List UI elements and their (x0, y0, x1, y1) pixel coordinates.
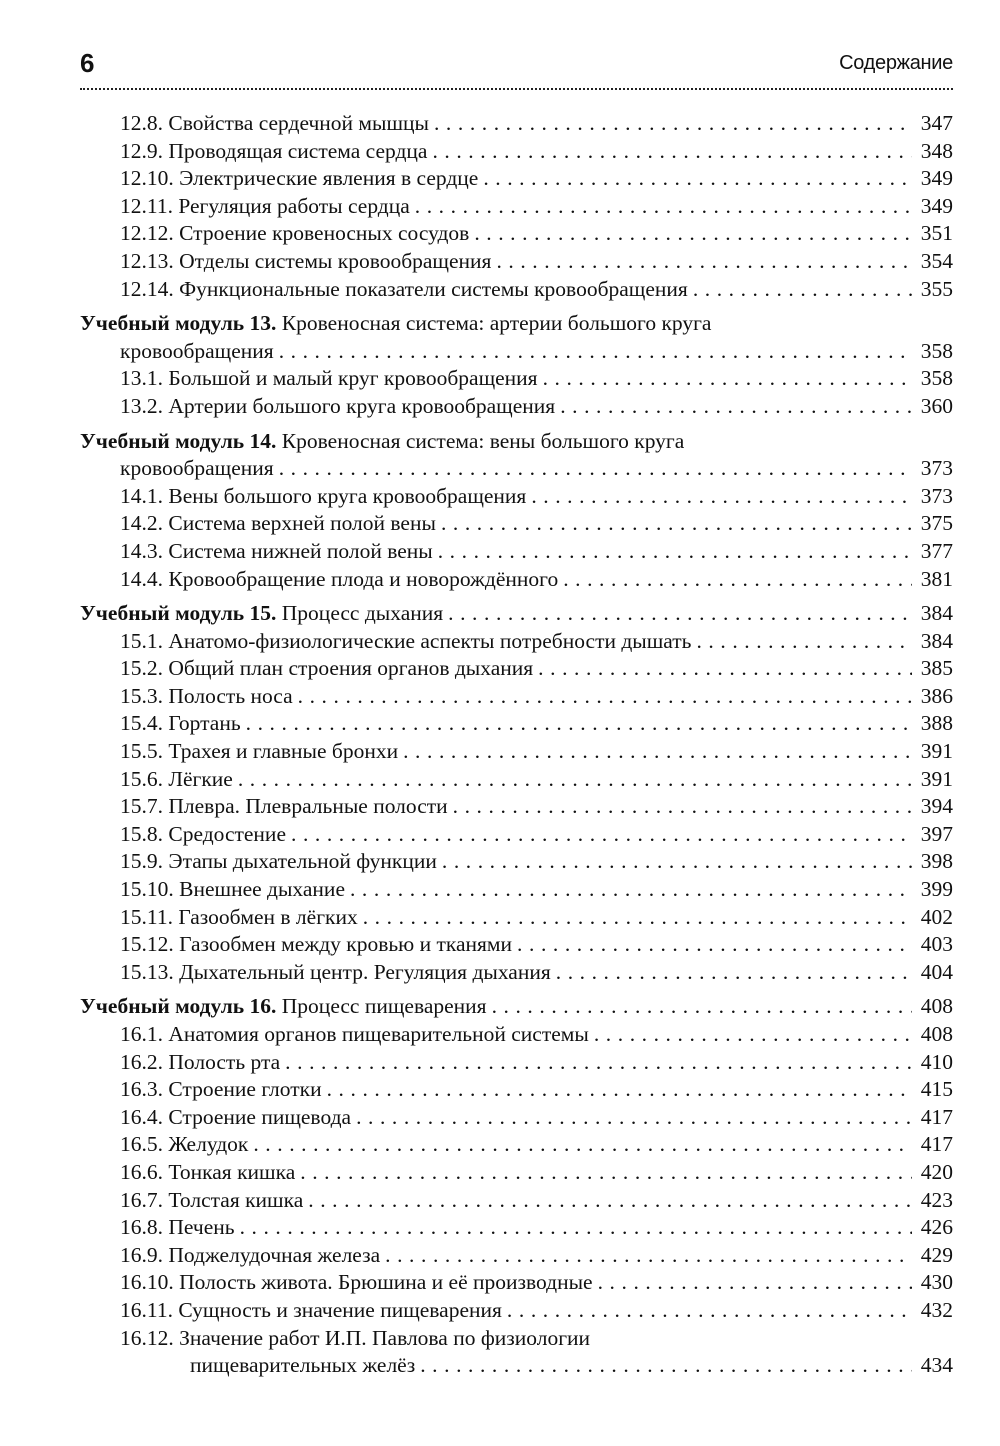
toc-entry[interactable] (80, 904, 953, 932)
module-heading[interactable] (80, 428, 953, 456)
entry-number: 16.2. (120, 1049, 163, 1074)
entry-title: Трахея и главные бронхи (168, 739, 399, 764)
entry-title: Лёгкие (168, 766, 233, 791)
entry-title: Плевра. Плевральные полости (168, 794, 448, 819)
toc-entry[interactable] (80, 1242, 953, 1270)
entry-page: 417 (920, 1132, 953, 1157)
entry-number: 15.1. (120, 628, 163, 653)
entry-number: 16.8. (120, 1215, 163, 1240)
entry-number: 13.1. (120, 366, 163, 391)
toc-entry[interactable] (80, 193, 953, 221)
entry-title: Дыхательный центр. Регуляция дыхания (179, 959, 551, 984)
dot-leader (327, 1076, 912, 1104)
entry-title: Газообмен между кровью и тканями (179, 932, 513, 957)
entry-number: 12.8. (120, 111, 163, 135)
entry-number: 15.3. (120, 683, 163, 708)
entry-number: 16.6. (120, 1159, 163, 1184)
dot-leader (432, 138, 912, 166)
entry-title: Система верхней полой вены (168, 511, 436, 536)
module-15 (80, 600, 953, 986)
dot-leader (300, 1159, 912, 1187)
entry-title: Печень (168, 1215, 235, 1240)
entry-number: 15.8. (120, 821, 163, 846)
entry-page: 423 (920, 1187, 953, 1212)
toc-entry[interactable] (80, 1297, 953, 1325)
dot-leader (474, 220, 912, 248)
entry-number: 14.4. (120, 566, 163, 591)
running-head: Содержание (839, 52, 953, 74)
module-16 (80, 993, 953, 1379)
module-heading[interactable] (80, 600, 953, 628)
entry-title: Поджелудочная железа (168, 1242, 381, 1267)
entry-page: 403 (920, 932, 953, 957)
entry-title: Этапы дыхательной функции (168, 849, 437, 874)
toc-entry[interactable] (80, 710, 953, 738)
module-page: 358 (920, 338, 953, 363)
toc-entry[interactable] (80, 821, 953, 849)
entry-title: Полость живота. Брюшина и её производные (179, 1270, 593, 1295)
toc-entry[interactable] (80, 510, 953, 538)
entry-title: Система нижней полой вены (168, 538, 433, 563)
entry-page: 354 (920, 248, 953, 273)
entry-number: 13.2. (120, 393, 163, 418)
toc-entry[interactable] (80, 655, 953, 683)
entry-page: 429 (920, 1242, 953, 1267)
dot-leader (598, 1269, 912, 1297)
entry-number: 14.1. (120, 483, 163, 508)
dot-leader (238, 766, 912, 794)
entry-page: 391 (920, 739, 953, 764)
entry-page: 404 (920, 959, 953, 984)
entry-title: Тонкая кишка (168, 1159, 296, 1184)
entry-page: 355 (920, 276, 953, 301)
entry-page: 398 (920, 849, 953, 874)
entry-number: 15.11. (120, 904, 173, 929)
module-title: Процесс дыхания (281, 601, 444, 626)
dot-leader (434, 110, 912, 138)
entry-page: 347 (920, 111, 953, 135)
entry-number: 14.2. (120, 511, 163, 536)
entry-page: 402 (920, 904, 953, 929)
entry-page: 375 (920, 511, 953, 536)
entry-title: Кровообращение плода и новорождённого (168, 566, 559, 591)
entry-page: 381 (920, 566, 953, 591)
entry-number: 14.3. (120, 538, 163, 563)
dot-leader (441, 510, 912, 538)
module-page: 373 (920, 456, 953, 481)
entry-page: 410 (920, 1049, 953, 1074)
entry-number: 16.12. (120, 1325, 174, 1350)
entry-page: 349 (920, 193, 953, 218)
entry-page: 386 (920, 683, 953, 708)
entry-page: 415 (920, 1077, 953, 1102)
toc-entry[interactable] (80, 876, 953, 904)
dot-leader (496, 248, 912, 276)
toc-entry[interactable] (80, 538, 953, 566)
entry-title: Свойства сердечной мышцы (168, 111, 429, 135)
dot-leader (543, 365, 912, 393)
entry-number: 15.7. (120, 794, 163, 819)
toc-entry[interactable] (80, 628, 953, 656)
dot-leader (442, 848, 912, 876)
entry-title: Внешнее дыхание (179, 877, 345, 902)
entry-title: Функциональные показатели системы кровообращения (179, 276, 688, 301)
dot-leader (356, 1104, 912, 1132)
entry-title: Строение пищевода (168, 1104, 352, 1129)
entry-title: Значение работ И.П. Павлова по физиологии (179, 1325, 591, 1350)
entry-number: 16.4. (120, 1104, 163, 1129)
entry-number: 12.10. (120, 166, 174, 191)
dot-leader (517, 931, 912, 959)
entry-number: 12.13. (120, 248, 174, 273)
module-14 (80, 428, 953, 594)
dot-leader (507, 1297, 912, 1325)
module-label: Учебный модуль 13. (80, 311, 277, 336)
entry-title-cont: пищеварительных желёз (190, 1353, 416, 1378)
entry-page: 388 (920, 711, 953, 736)
table-of-contents (80, 110, 953, 1380)
entry-page: 351 (920, 221, 953, 246)
dot-leader (415, 193, 912, 221)
module-label: Учебный модуль 16. (80, 994, 277, 1019)
module-title: Кровеносная система: артерии большого круга (281, 311, 712, 336)
dot-leader (556, 959, 912, 987)
entry-page: 394 (920, 794, 953, 819)
toc-entry[interactable] (80, 1269, 953, 1297)
module-title-cont: кровообращения (120, 338, 274, 363)
dot-leader (403, 738, 912, 766)
entry-page: 360 (920, 393, 953, 418)
entry-page: 384 (920, 628, 953, 653)
entry-number: 16.5. (120, 1132, 163, 1157)
entry-page: 391 (920, 766, 953, 791)
entry-number: 15.13. (120, 959, 174, 984)
entry-title: Проводящая система сердца (168, 138, 428, 163)
entry-number: 15.12. (120, 932, 174, 957)
entry-page: 408 (920, 1022, 953, 1046)
entry-page: 358 (920, 366, 953, 391)
dot-leader (531, 483, 912, 511)
dot-leader (385, 1242, 912, 1270)
module-title: Процесс пищеварения (281, 994, 487, 1019)
toc-entry[interactable] (80, 138, 953, 166)
entry-number: 16.10. (120, 1270, 174, 1295)
dot-leader (363, 904, 912, 932)
dot-leader (594, 1021, 912, 1049)
toc-entry[interactable] (80, 566, 953, 594)
entry-page: 434 (920, 1353, 953, 1378)
dot-leader (308, 1187, 912, 1215)
entry-number: 16.3. (120, 1077, 163, 1102)
entry-title: Отделы системы кровообращения (179, 248, 492, 273)
entry-page: 377 (920, 538, 953, 563)
section-12-continued (80, 110, 953, 303)
entry-page: 420 (920, 1159, 953, 1184)
entry-title: Анатомия органов пищеварительной системы (168, 1022, 589, 1046)
entry-title: Строение кровеносных сосудов (179, 221, 470, 246)
toc-entry[interactable] (80, 1214, 953, 1242)
dot-leader (696, 628, 912, 656)
module-title-cont: кровообращения (120, 456, 274, 481)
dot-leader (438, 538, 912, 566)
module-label: Учебный модуль 14. (80, 428, 277, 453)
module-heading[interactable] (80, 310, 953, 338)
entry-number: 15.6. (120, 766, 163, 791)
dot-leader (246, 710, 912, 738)
entry-title: Общий план строения органов дыхания (168, 656, 534, 681)
toc-entry-continuation[interactable] (80, 1352, 953, 1380)
toc-entry[interactable] (80, 1131, 953, 1159)
entry-number: 12.11. (120, 193, 173, 218)
toc-entry[interactable] (80, 931, 953, 959)
dot-leader (350, 876, 912, 904)
entry-number: 15.9. (120, 849, 163, 874)
module-page: 384 (920, 601, 953, 626)
entry-title: Гортань (168, 711, 241, 736)
entry-number: 12.9. (120, 138, 163, 163)
entry-number: 15.5. (120, 739, 163, 764)
entry-number: 16.1. (120, 1022, 163, 1046)
dot-leader (279, 338, 912, 366)
toc-entry[interactable] (80, 1049, 953, 1077)
toc-entry[interactable] (80, 248, 953, 276)
entry-title: Толстая кишка (168, 1187, 304, 1212)
entry-title: Сущность и значение пищеварения (178, 1297, 502, 1322)
entry-title: Регуляция работы сердца (178, 193, 410, 218)
toc-entry[interactable] (80, 959, 953, 987)
toc-entry[interactable] (80, 1021, 953, 1049)
entry-number: 15.2. (120, 656, 163, 681)
entry-number: 12.12. (120, 221, 174, 246)
entry-title: Артерии большого круга кровообращения (168, 393, 556, 418)
entry-title: Полость рта (168, 1049, 281, 1074)
entry-number: 16.11. (120, 1297, 173, 1322)
toc-entry[interactable] (80, 276, 953, 304)
entry-page: 349 (920, 166, 953, 191)
toc-entry[interactable] (80, 793, 953, 821)
module-heading-continuation[interactable] (80, 455, 953, 483)
entry-page: 348 (920, 138, 953, 163)
dot-leader (453, 793, 912, 821)
toc-entry[interactable] (80, 1187, 953, 1215)
entry-title: Желудок (168, 1132, 249, 1157)
entry-page: 426 (920, 1215, 953, 1240)
entry-title: Электрические явления в сердце (179, 166, 479, 191)
toc-entry[interactable] (80, 1104, 953, 1132)
dot-leader (492, 993, 912, 1021)
module-13 (80, 310, 953, 420)
module-title: Кровеносная система: вены большого круга (281, 428, 685, 453)
dot-leader (298, 683, 912, 711)
dot-leader (240, 1214, 912, 1242)
page-number: 6 (80, 48, 95, 78)
dot-leader (560, 393, 912, 421)
entry-page: 397 (920, 821, 953, 846)
entry-number: 15.4. (120, 711, 163, 736)
entry-page: 432 (920, 1297, 953, 1322)
toc-entry[interactable] (80, 683, 953, 711)
toc-entry[interactable] (80, 1325, 953, 1353)
entry-page: 399 (920, 877, 953, 902)
entry-title: Средостение (168, 821, 286, 846)
toc-entry[interactable] (80, 738, 953, 766)
entry-page: 430 (920, 1270, 953, 1295)
toc-entry[interactable] (80, 165, 953, 193)
toc-entry[interactable] (80, 365, 953, 393)
toc-entry[interactable] (80, 483, 953, 511)
dot-leader (420, 1352, 912, 1380)
dot-leader (285, 1049, 912, 1077)
entry-title: Газообмен в лёгких (178, 904, 358, 929)
dot-leader (563, 566, 912, 594)
toc-entry[interactable] (80, 1076, 953, 1104)
toc-entry[interactable] (80, 766, 953, 794)
module-label: Учебный модуль 15. (80, 601, 277, 626)
dot-leader (693, 276, 912, 304)
toc-entry[interactable] (80, 393, 953, 421)
module-heading-continuation[interactable] (80, 338, 953, 366)
dot-leader (448, 600, 912, 628)
toc-entry[interactable] (80, 220, 953, 248)
entry-page: 385 (920, 656, 953, 681)
entry-number: 16.7. (120, 1187, 163, 1212)
entry-title: Строение глотки (168, 1077, 322, 1102)
dot-leader (483, 165, 912, 193)
dot-leader (291, 821, 912, 849)
entry-title: Полость носа (168, 683, 293, 708)
entry-number: 12.14. (120, 276, 174, 301)
dot-leader (279, 455, 912, 483)
entry-title: Большой и малый круг кровообращения (168, 366, 538, 391)
entry-title: Анатомо-физиологические аспекты потребности дышать (168, 628, 692, 653)
module-heading[interactable] (80, 993, 953, 1021)
page-header (80, 48, 953, 90)
toc-entry[interactable] (80, 1159, 953, 1187)
entry-number: 15.10. (120, 877, 174, 902)
entry-page: 417 (920, 1104, 953, 1129)
entry-number: 16.9. (120, 1242, 163, 1267)
module-page: 408 (920, 994, 953, 1019)
toc-entry[interactable] (80, 110, 953, 138)
entry-page: 373 (920, 483, 953, 508)
entry-title: Вены большого круга кровообращения (168, 483, 527, 508)
dot-leader (253, 1131, 912, 1159)
toc-entry[interactable] (80, 848, 953, 876)
dot-leader (538, 655, 912, 683)
